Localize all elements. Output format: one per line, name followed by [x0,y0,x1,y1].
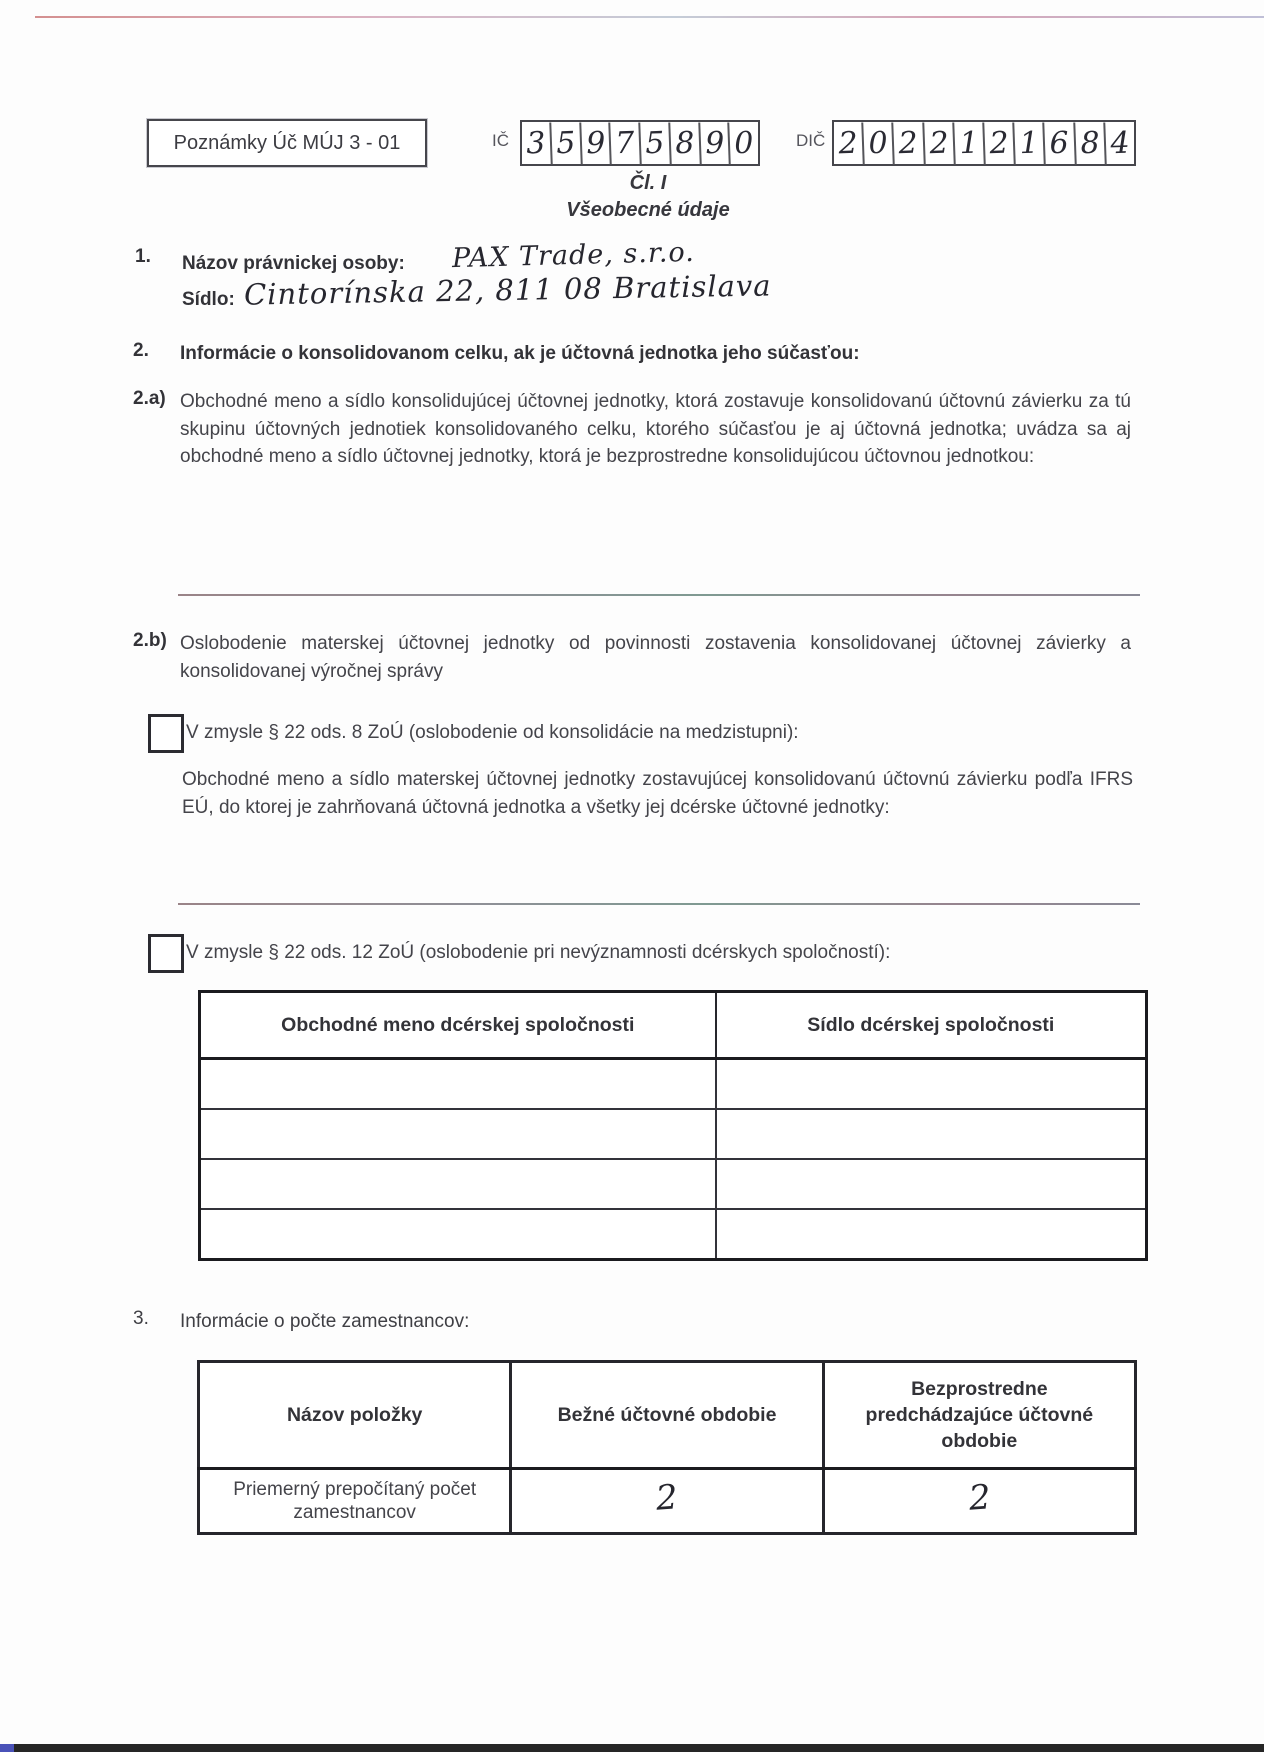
ic-digit: 9 [579,121,610,164]
section-2a-label: 2.a) [133,388,166,409]
dic-digit: 6 [1043,121,1075,164]
legal-name-handwritten-value: PAX Trade, s.r.o. [451,236,696,275]
empty-cell [200,1209,716,1260]
empty-cell [200,1059,716,1110]
table-row [200,1059,1147,1110]
empty-cell [200,1159,716,1209]
dic-digit: 1 [952,121,984,164]
subsidiaries-header-name: Obchodné meno dcérskej spoločnosti [200,992,716,1059]
dic-digit: 0 [861,121,893,164]
section-2b-text: Oslobodenie materskej účtovnej jednotky od povinnosti zostavenia konsolidovanej účtovnej závierky a konsolidovanej výročnej správy [180,633,1131,682]
article-subheading: Všeobecné údaje [566,199,730,221]
ic-label: IČ [492,131,509,150]
section-2-number: 2. [133,340,149,361]
separator-line [178,594,1140,596]
dic-digit: 2 [922,121,954,164]
section-2 [133,340,1138,367]
section-2a [133,388,1138,471]
section-3 [133,1308,1133,1335]
checkbox-ods8-label: V zmysle § 22 ods. 8 ZoÚ (oslobodenie od konsolidácie na medzistupni): [186,722,799,743]
subsidiaries-header-sidlo: Sídlo dcérskej spoločnosti [716,992,1147,1059]
dic-digit: 2 [892,121,924,164]
section-1-number: 1. [135,246,151,267]
ic-digit: 0 [728,121,759,164]
ifrs-paragraph: Obchodné meno a sídlo materskej účtovnej jednotky zostavujúcej konsolidovanú účtovnú závierku podľa IFRS EÚ, do ktorej je zahrňovaná účtovná jednotka a všetky jej dcérske účtovné jednotky: [182,769,1133,818]
dic-digit-boxes [832,120,1136,166]
checkbox-ods12-label: V zmysle § 22 ods. 12 ZoÚ (oslobodenie pri nevýznamnosti dcérskych spoločností): [186,942,891,963]
section-3-number: 3. [133,1308,149,1329]
separator-line [178,903,1140,905]
employees-previous-value [823,1469,1135,1534]
empty-cell [716,1159,1147,1209]
employees-header-row [199,1362,1136,1469]
scan-artifact-bottom-bar [0,1744,1264,1752]
ic-digit: 5 [638,121,669,164]
dic-label: DIČ [796,131,826,150]
employees-header-previous: Bezprostredne predchádzajúce účtovné obdobie [823,1362,1135,1469]
form-code-label: Poznámky Úč MÚJ 3 - 01 [173,131,401,154]
article-heading: Čl. I [629,172,667,194]
scan-artifact-top-line [35,16,1264,18]
ic-digit: 7 [609,121,640,164]
table-row [199,1469,1136,1534]
handwritten-number: 2 [654,1477,680,1519]
employees-row-label: Priemerný prepočítaný počet zamestnancov [199,1469,511,1534]
employees-table [197,1360,1137,1535]
sidlo-label: Sídlo: [182,289,235,310]
handwritten-number: 2 [967,1477,992,1519]
employees-current-value [511,1469,823,1534]
scan-artifact-bottom-accent [0,1744,14,1752]
ic-digit: 8 [668,121,699,164]
sidlo-handwritten-value: Cintorínska 22, 811 08 Bratislava [243,268,772,312]
table-row [200,1159,1147,1209]
section-2-title: Informácie o konsolidovanom celku, ak je účtovná jednotka jeho súčasťou: [180,343,860,364]
subsidiaries-table [198,990,1148,1261]
ic-digit-boxes [520,120,760,166]
dic-digit: 1 [1012,121,1044,164]
ic-digit: 3 [525,125,547,161]
empty-cell [716,1209,1147,1260]
table-row [200,1209,1147,1260]
section-2b [133,630,1138,685]
dic-digit: 2 [837,125,859,161]
ic-digit: 9 [698,121,729,164]
empty-cell [716,1109,1147,1159]
section-2a-text: Obchodné meno a sídlo konsolidujúcej účtovnej jednotky, ktorá zostavuje konsolidovanú účtovnú závierku za tú skupinu účtovných jednotiek konsolidovaného celku, ktorého súčasťou je aj účtovná jednotka; uvádza sa aj obchodné meno a sídlo účtovnej jednotky, ktorá je bezprostredne konsolidujúcou účtovnou jednotkou: [180,391,1131,467]
legal-name-label: Názov právnickej osoby: [182,253,405,274]
empty-cell [716,1059,1147,1110]
section-3-title: Informácie o počte zamestnancov: [180,1311,470,1332]
subsidiaries-header-row [200,992,1147,1059]
checkbox-ods8[interactable] [148,714,184,753]
employees-header-current: Bežné účtovné obdobie [511,1362,823,1469]
dic-digit: 8 [1073,121,1105,164]
checkbox-ods12[interactable] [148,934,184,973]
ic-digit: 5 [549,121,580,164]
section-2b-label: 2.b) [133,630,167,651]
table-row [200,1109,1147,1159]
dic-digit: 2 [982,121,1014,164]
empty-cell [200,1109,716,1159]
dic-digit: 4 [1103,121,1135,164]
form-code-box [147,119,427,167]
employees-header-item: Názov položky [199,1362,511,1469]
